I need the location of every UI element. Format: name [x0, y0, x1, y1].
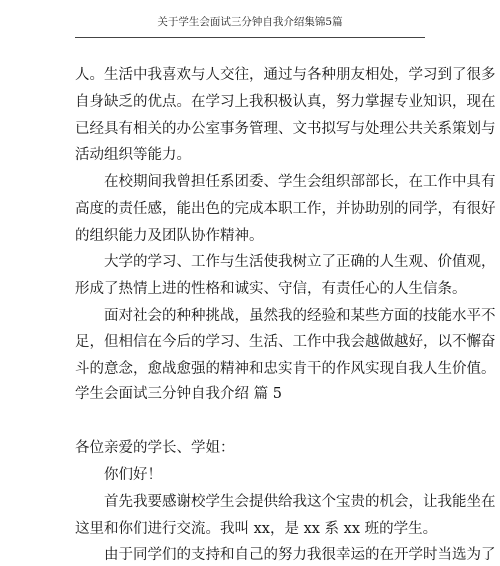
- paragraph-line: 首先我要感谢校学生会提供给我这个宝贵的机会，让我能坐在: [104, 494, 496, 510]
- header-divider: [75, 37, 425, 38]
- page-header-title: 关于学生会面试三分钟自我介绍集锦5篇: [157, 16, 343, 28]
- paragraph-line: 大学的学习、工作与生活使我树立了正确的人生观、价值观，: [104, 254, 496, 270]
- paragraph-line: 的组织能力及团队协作精神。: [75, 228, 264, 244]
- paragraph-line: 自身缺乏的优点。在学习上我积极认真，努力掌握专业知识，现在: [75, 94, 496, 110]
- paragraph-line: 人。生活中我喜欢与人交往，通过与各种朋友相处，学习到了很多: [75, 67, 496, 83]
- paragraph-line: 在校期间我曾担任系团委、学生会组织部部长，在工作中具有: [104, 174, 496, 190]
- section-heading: 学生会面试三分钟自我介绍 篇 5: [75, 386, 282, 402]
- paragraph-line: 由于同学们的支持和自己的努力我很幸运的在开学时当选为了: [104, 547, 496, 563]
- paragraph-line: 面对社会的种种挑战，虽然我的经验和某些方面的技能水平不: [104, 308, 496, 324]
- paragraph-line: 斗的意念，愈战愈强的精神和忠实肯干的作风实现自我人生价值。: [75, 361, 496, 377]
- paragraph-line: 形成了热情上进的性格和诚实、守信，有责任心的人生信条。: [75, 281, 467, 297]
- greeting-line: 你们好！: [104, 467, 162, 483]
- paragraph-line: 活动组织等能力。: [75, 147, 191, 163]
- salutation-line: 各位亲爱的学长、学姐：: [75, 440, 235, 456]
- paragraph-line: 足，但相信在今后的学习、生活、工作中我会越做越好，以不懈奋: [75, 334, 496, 350]
- paragraph-line: 这里和你们进行交流。我叫 xx，是 xx 系 xx 班的学生。: [75, 521, 438, 537]
- paragraph-line: 高度的责任感，能出色的完成本职工作，并协助别的同学，有很好: [75, 201, 496, 217]
- paragraph-line: 已经具有相关的办公室事务管理、文书拟写与处理公共关系策划与: [75, 121, 496, 137]
